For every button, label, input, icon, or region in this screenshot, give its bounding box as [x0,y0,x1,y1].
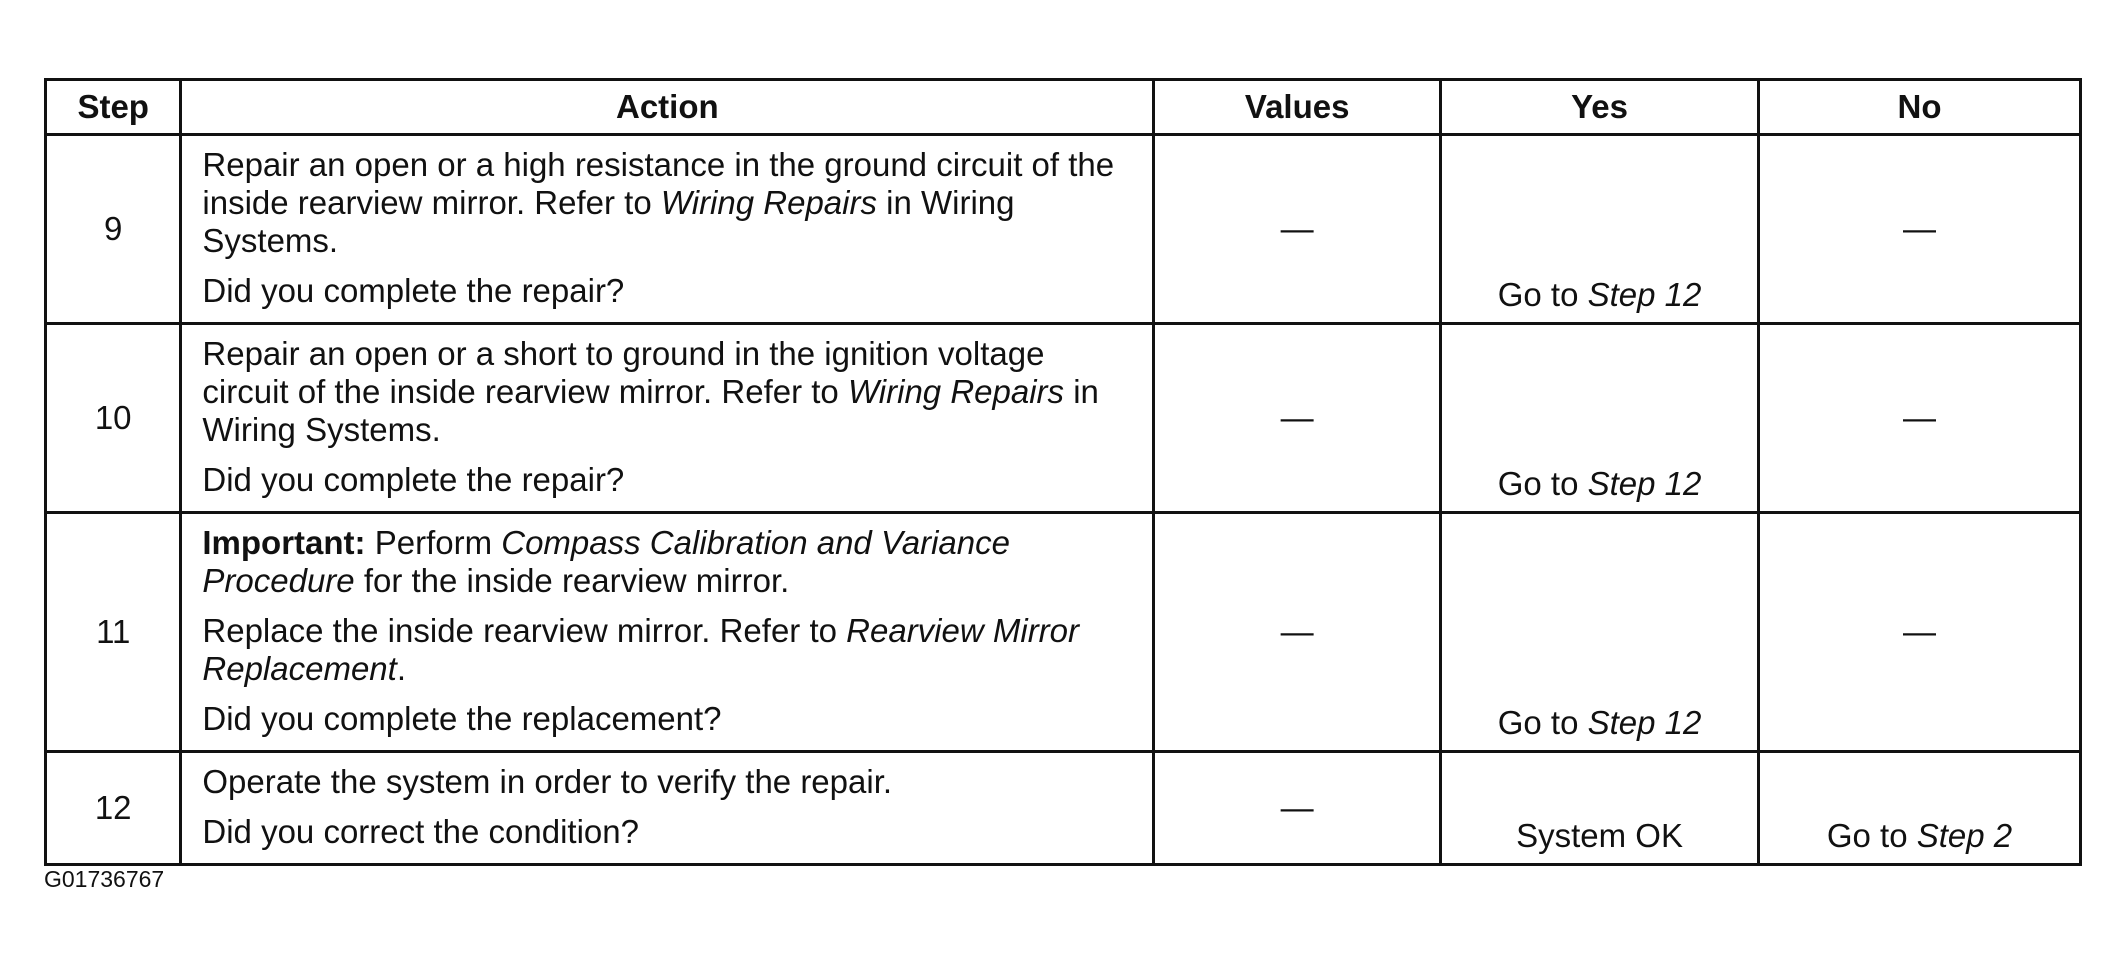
action-text: Replace the inside rearview mirror. Refer to Rearview Mirror Replacement. [202,612,1080,687]
step-link: Step 2 [1916,817,2013,854]
action-question: Did you complete the replacement? [202,700,722,737]
action-cell [181,135,1154,324]
header-values: Values [1154,80,1441,135]
action-text: Operate the system in order to verify the repair. [202,763,893,800]
step-link: Step 12 [1587,465,1702,502]
table-row [46,752,2081,865]
step-number: 12 [46,752,181,865]
step-link: Step 12 [1587,276,1702,313]
reference-link: Compass Calibration and Variance Procedure [202,524,1010,599]
no-cell: Go to Step 2 [1759,752,2081,865]
table-row [46,513,2081,752]
values-cell: — [1154,135,1441,324]
action-question: Did you complete the repair? [202,272,625,309]
values-cell: — [1154,752,1441,865]
reference-link: Wiring Repairs [847,373,1065,410]
action-text: Repair an open or a high resistance in the ground circuit of the inside rearview mirror. Refer to Wiring Repairs in Wiring Systems. [202,146,1115,259]
table-row [46,135,2081,324]
yes-cell: System OK [1441,752,1759,865]
header-yes: Yes [1441,80,1759,135]
reference-link: Rearview Mirror Replacement [202,612,1080,687]
reference-link: Wiring Repairs [660,184,877,221]
important-note: Important: Perform Compass Calibration and Variance Procedure for the inside rearview mirror. [202,524,1010,599]
figure-id: G01736767 [44,866,165,892]
step-number: 11 [46,513,181,752]
yes-cell: Go to Step 12 [1441,513,1759,752]
step-link: Step 12 [1587,704,1702,741]
important-label: Important: [202,524,366,561]
yes-cell: Go to Step 12 [1441,135,1759,324]
header-action: Action [181,80,1154,135]
table-row [46,324,2081,513]
action-question: Did you correct the condition? [202,813,639,850]
step-number: 9 [46,135,181,324]
header-step: Step [46,80,181,135]
action-question: Did you complete the repair? [202,461,625,498]
action-text: Repair an open or a short to ground in the ignition voltage circuit of the inside rearview mirror. Refer to Wiring Repairs in Wiring Systems. [202,335,1099,448]
values-cell: — [1154,324,1441,513]
no-cell: — [1759,324,2081,513]
yes-cell: Go to Step 12 [1441,324,1759,513]
step-number: 10 [46,324,181,513]
action-cell [181,513,1154,752]
no-cell: — [1759,135,2081,324]
action-cell [181,752,1154,865]
header-no: No [1759,80,2081,135]
diagnostic-table [44,78,2082,866]
action-cell [181,324,1154,513]
values-cell: — [1154,513,1441,752]
header-row [46,80,2081,135]
no-cell: — [1759,513,2081,752]
